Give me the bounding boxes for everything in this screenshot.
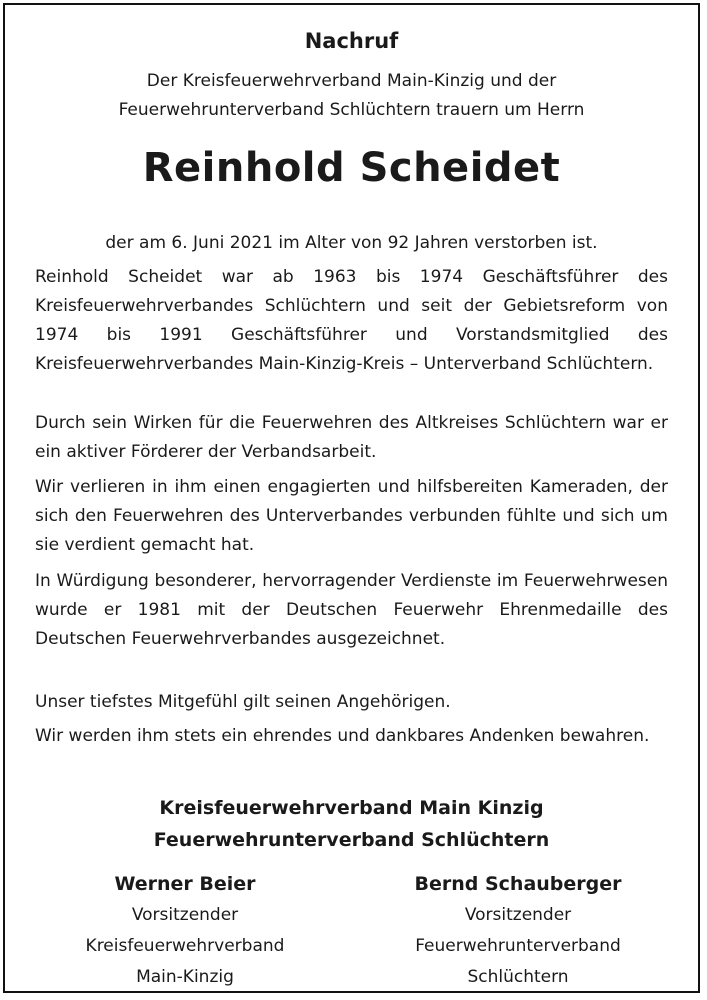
signatory-name: Werner Beier bbox=[114, 873, 256, 895]
notice-intro bbox=[35, 67, 668, 125]
signatory-org-line-1: Feuerwehrunterverband bbox=[415, 936, 621, 956]
loss-paragraph: Wir verlieren in ihm einen engagierten und hilfsbereiten Kameraden, der sich den Feuerwehren des Unterverbandes verbunden fühlte und sich um sie verdient gemacht hat. bbox=[35, 477, 668, 555]
intro-line-1: Der Kreisfeuerwehrverband Main-Kinzig und der bbox=[146, 71, 557, 91]
signing-organization-2: Feuerwehrunterverband Schlüchtern bbox=[153, 829, 550, 851]
signatory-role: Vorsitzender bbox=[464, 905, 572, 925]
intro-line-2: Feuerwehrunterverband Schlüchtern trauern um Herrn bbox=[118, 100, 585, 120]
remembrance-paragraph: Wir werden ihm stets ein ehrendes und dankbares Andenken bewahren. bbox=[35, 726, 650, 746]
biography-paragraph: Reinhold Scheidet war ab 1963 bis 1974 Geschäftsführer des Kreisfeuerwehrverbandes Schlüchtern und seit der Gebietsreform von 1974 bis 1991 Geschäftsführer und Vorstandsmitglied des Kreisfeuerwehrverbandes Main-Kinzig-Kreis – Unterverband Schlüchtern. bbox=[35, 267, 668, 374]
deceased-name: Reinhold Scheidet bbox=[142, 145, 561, 191]
signatory-name: Bernd Schauberger bbox=[414, 873, 622, 895]
merit-paragraph: Durch sein Wirken für die Feuerwehren des Altkreises Schlüchtern war er ein aktiver Förderer der Verbandsarbeit. bbox=[35, 413, 668, 462]
notice-frame bbox=[3, 3, 700, 993]
signatory-org-line-2: Schlüchtern bbox=[467, 967, 569, 987]
signature-right bbox=[373, 869, 663, 993]
notice-heading: Nachruf bbox=[304, 29, 399, 53]
signing-organization-1: Kreisfeuerwehrverband Main Kinzig bbox=[159, 797, 544, 819]
honor-paragraph: In Würdigung besonderer, hervorragender Verdienste im Feuerwehrwesen wurde er 1981 mit der Deutschen Feuerwehr Ehrenmedaille des Deutschen Feuerwehrverbandes ausgezeichnet. bbox=[35, 571, 668, 649]
signatory-org-line-2: Main-Kinzig bbox=[136, 967, 234, 987]
signatory-org-line-1: Kreisfeuerwehrverband bbox=[85, 936, 285, 956]
signature-left bbox=[40, 869, 330, 993]
signatory-role: Vorsitzender bbox=[131, 905, 239, 925]
death-statement: der am 6. Juni 2021 im Alter von 92 Jahren verstorben ist. bbox=[105, 233, 598, 253]
condolence-paragraph: Unser tiefstes Mitgefühl gilt seinen Angehörigen. bbox=[35, 692, 451, 712]
